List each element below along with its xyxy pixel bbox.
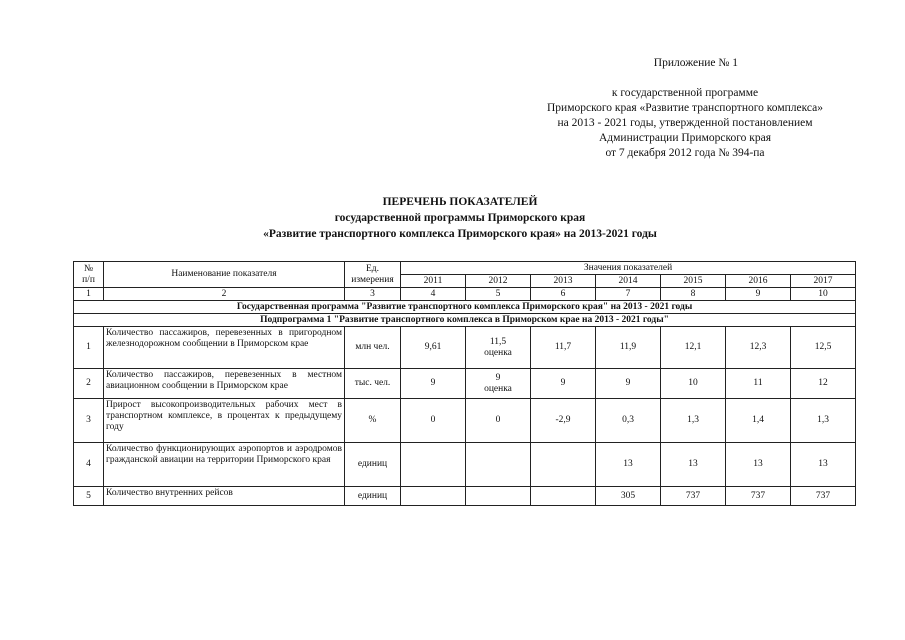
appendix-line: Приморского края «Развитие транспортного комплекса» [546,102,824,114]
row-name: Прирост высокопроизводительных рабочих мест в транспортном комплексе, в процентах к предыдущему году [104,399,345,443]
subprogram-row [74,314,856,327]
row-value: 9 [531,369,596,399]
row-value: 0 [466,399,531,443]
col-number: 6 [531,288,596,301]
appendix-line: от 7 декабря 2012 года № 394-па [605,147,765,159]
col-number: 1 [74,288,104,301]
row-value: 1,4 [726,399,791,443]
col-number: 10 [791,288,856,301]
row-value: 737 [726,487,791,506]
row-value: 13 [726,443,791,487]
row-value: 9 [401,369,466,399]
header-num: № п/п [74,262,104,288]
appendix-lines [500,86,870,161]
header-unit: Ед. измерения [345,262,401,288]
col-number: 7 [596,288,661,301]
header-year: 2016 [726,275,791,288]
row-value: 305 [596,487,661,506]
heading-line: «Развитие транспортного комплекса Приморского края» на 2013-2021 годы [263,228,657,240]
table-row [74,487,856,506]
header-year: 2017 [791,275,856,288]
row-value: 11,9 [596,327,661,369]
row-value: 11 [726,369,791,399]
header-year: 2012 [466,275,531,288]
row-value [466,487,531,506]
column-numbers-row [74,288,856,301]
row-value [531,443,596,487]
col-number: 9 [726,288,791,301]
row-value: 9 оценка [466,369,531,399]
row-value: 1,3 [661,399,726,443]
row-value [401,487,466,506]
program-title: Государственная программа "Развитие транспортного комплекса Приморского края" на 2013 - 2021 годы [74,301,856,314]
program-row [74,301,856,314]
row-num: 4 [74,443,104,487]
table-row [74,443,856,487]
header-year: 2015 [661,275,726,288]
row-num: 2 [74,369,104,399]
row-num: 3 [74,399,104,443]
row-unit: единиц [345,443,401,487]
appendix-title: Приложение № 1 [653,57,738,69]
row-value: 737 [791,487,856,506]
row-value: 9,61 [401,327,466,369]
col-number: 2 [104,288,345,301]
row-name: Количество пассажиров, перевезенных в местном авиационном сообщении в Приморском крае [104,369,345,399]
row-unit: тыс. чел. [345,369,401,399]
row-value: 10 [661,369,726,399]
table-row [74,399,856,443]
row-value: 13 [661,443,726,487]
row-value: 13 [596,443,661,487]
col-number: 4 [401,288,466,301]
row-value: 13 [791,443,856,487]
indicators-table [73,261,856,506]
row-value [466,443,531,487]
row-value: 11,7 [531,327,596,369]
row-value: 737 [661,487,726,506]
row-value: 9 [596,369,661,399]
row-value: 12,3 [726,327,791,369]
row-value: 12 [791,369,856,399]
appendix-line: Администрации Приморского края [599,132,771,144]
table-row [74,369,856,399]
row-value: 11,5 оценка [466,327,531,369]
row-value: 0,3 [596,399,661,443]
row-value: 12,1 [661,327,726,369]
header-name: Наименование показателя [104,262,345,288]
header-values: Значения показателей [401,262,856,275]
col-number: 3 [345,288,401,301]
row-num: 1 [74,327,104,369]
row-value [401,443,466,487]
row-name: Количество пассажиров, перевезенных в пригородном железнодорожном сообщении в Приморском крае [104,327,345,369]
appendix-line: на 2013 - 2021 годы, утвержденной постановлением [557,117,813,129]
header-year: 2013 [531,275,596,288]
col-number: 8 [661,288,726,301]
row-value [531,487,596,506]
row-value: 1,3 [791,399,856,443]
heading-line: ПЕРЕЧЕНЬ ПОКАЗАТЕЛЕЙ [382,196,538,208]
row-unit: единиц [345,487,401,506]
row-value: -2,9 [531,399,596,443]
row-value: 12,5 [791,327,856,369]
subprogram-title: Подпрограмма 1 "Развитие транспортного комплекса в Приморском крае на 2013 - 2021 годы" [74,314,856,327]
row-unit: млн чел. [345,327,401,369]
header-row [74,262,856,275]
row-unit: % [345,399,401,443]
row-value: 0 [401,399,466,443]
col-number: 5 [466,288,531,301]
header-year: 2014 [596,275,661,288]
row-num: 5 [74,487,104,506]
table-row [74,327,856,369]
heading-line: государственной программы Приморского края [334,212,586,224]
header-year: 2011 [401,275,466,288]
document-heading [150,194,770,242]
appendix-line: к государственной программе [611,87,759,99]
row-name: Количество внутренних рейсов [104,487,345,506]
row-name: Количество функционирующих аэропортов и аэродромов гражданской авиации на территории Приморского края [104,443,345,487]
